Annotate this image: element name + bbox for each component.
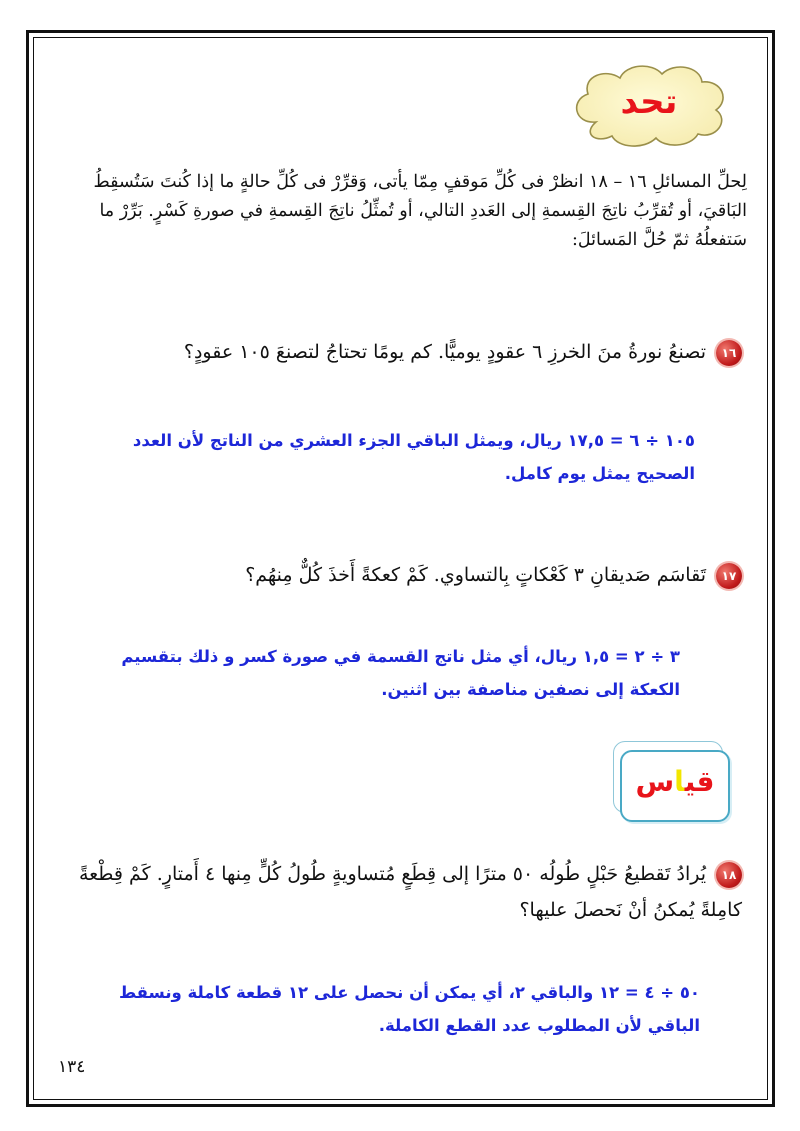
- problem-question: يُرادُ تَقطيعُ حَبْلٍ طُولُه ٥٠ مترًا إلى قِطَعٍ مُتساويةٍ طُولُ كُلٍّ مِنها ٤ أَمتارٍ. كَمْ قِطْعةً كامِلةً يُمكنُ أنْ نَحصلَ عليها؟: [78, 863, 742, 921]
- problem-question: تصنعُ نورةُ منَ الخرزِ ٦ عقودٍ يوميًّا. كم يومًا تحتاجُ لتصنعَ ١٠٥ عقودٍ؟: [183, 341, 706, 363]
- answer-18: ٥٠ ÷ ٤ = ١٢ والباقي ٢، أي يمكن أن نحصل على ١٢ قطعة كاملة ونسقط الباقي لأن المطلوب عدد القطع الكاملة.: [118, 983, 700, 1035]
- page-number: ١٣٤: [58, 1057, 86, 1077]
- challenge-cloud: [566, 60, 732, 152]
- measurement-section-header: [613, 741, 731, 823]
- answer-17: ٣ ÷ ٢ = ١,٥ ريال، أي مثل ناتج القسمة في صورة كسر و ذلك بتقسيم الكعكة إلى نصفين مناصفة بين اثنين.: [121, 647, 680, 699]
- problem-17: [60, 557, 742, 593]
- answer-16: ١٠٥ ÷ ٦ = ١٧,٥ ريال، ويمثل الباقي الجزء العشري من الناتج لأن العدد الصحيح يمثل يوم كامل.: [132, 431, 695, 483]
- measurement-title: قياس: [635, 765, 715, 798]
- problem-number-badge: ١٧: [716, 563, 742, 589]
- problem-18: [60, 856, 742, 928]
- problem-number-badge: ١٨: [716, 862, 742, 888]
- challenge-title: تحد: [620, 82, 678, 122]
- problem-number-badge: ١٦: [716, 340, 742, 366]
- intro-paragraph: لِحلِّ المسائلِ ١٦ – ١٨ انظرْ فى كُلِّ مَوقفٍ مِمّا يأتى، وَقرِّرْ فى كُلِّ حالةٍ ما إذا كُنتَ سَتُسقِطُ البَاقيَ، أو تُقرِّبُ ناتِجَ القِسمةِ إلى العَددِ التالي، أو تُمثِّلُ ناتِجَ القِسمةِ في صورةِ كَسْرٍ. بَرِّرْ ما سَتفعلُهُ ثمّ حُلَّ المَسائلَ:: [93, 172, 747, 250]
- problem-16: [60, 334, 742, 370]
- problem-question: تَقاسَم صَديقانِ ٣ كَعْكاتٍ بِالتساوي. كَمْ كعكةً أَخذَ كُلٌّ مِنهُم؟: [245, 564, 706, 586]
